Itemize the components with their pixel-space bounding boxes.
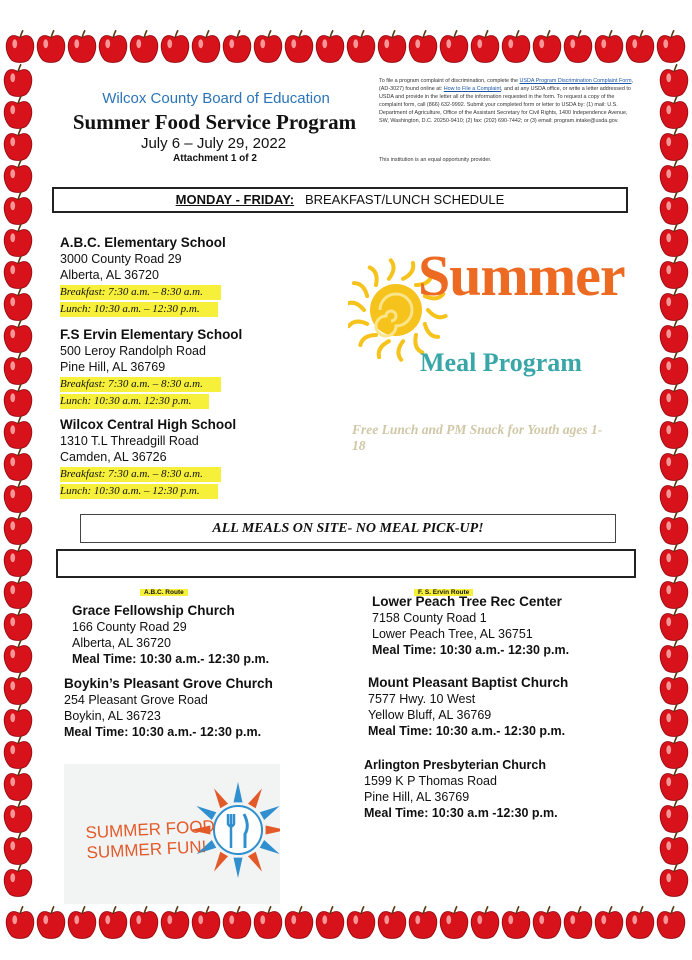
apple-icon [660, 608, 688, 640]
apple-icon [660, 416, 688, 448]
schedule-days: MONDAY - FRIDAY: [175, 192, 295, 207]
apple-icon [660, 672, 688, 704]
apple-icon [626, 906, 654, 938]
site-address-line1: 7158 County Road 1 [372, 611, 487, 625]
breakfast-time: Breakfast: 7:30 a.m. – 8:30 a.m. [60, 377, 221, 392]
site-address-line2: Lower Peach Tree, AL 36751 [372, 627, 533, 641]
apple-icon [378, 906, 406, 938]
site-meal-time: Meal Time: 10:30 a.m.- 12:30 p.m. [372, 643, 570, 657]
site-address-line2: Boykin, AL 36723 [64, 709, 161, 723]
apple-icon [660, 480, 688, 512]
apple-icon [4, 608, 32, 640]
apple-icon [4, 736, 32, 768]
schedule-label: BREAKFAST/LUNCH SCHEDULE [304, 192, 505, 207]
school-name: A.B.C. Elementary School [60, 235, 226, 250]
logo-meal-program-word: Meal Program [420, 348, 582, 377]
summer-food-line1: SUMMER FOOD [85, 816, 216, 843]
apple-icon [4, 288, 32, 320]
apple-icon [660, 288, 688, 320]
notice-text-after: , and at any USDA office, or write a letter addressed to USDA and provide in the letter all of the information requested in the form. To request a copy of the complaint form, call (866) 632-9992. Submit your completed form or letter to USDA by: (1) mail: U.S. Department of Agriculture, Office of the Assistant Secretary for Civil Rights, 1400 Independence Avenue, SW, Washington, D.C. 20250-9410; (2) fax: (202) 690-7442; or (3) email: program.intake@usda.gov. [379, 85, 631, 124]
apple-icon [502, 906, 530, 938]
apple-icon [660, 256, 688, 288]
apple-icon [4, 832, 32, 864]
school-name: Wilcox Central High School [60, 417, 237, 432]
apple-icon [440, 906, 468, 938]
meal-site [368, 675, 568, 739]
discrimination-notice [379, 78, 637, 125]
apple-icon [4, 160, 32, 192]
site-address-line1: 1599 K P Thomas Road [364, 774, 497, 788]
apple-icon [161, 906, 189, 938]
site-name: Mount Pleasant Baptist Church [368, 675, 569, 690]
apple-icon [4, 384, 32, 416]
school-block [60, 235, 340, 317]
apple-icon [409, 906, 437, 938]
equal-opportunity-note: This institution is an equal opportunity provider. [379, 157, 492, 163]
apple-icon [660, 224, 688, 256]
apple-icon [660, 192, 688, 224]
apple-icon [595, 906, 623, 938]
apple-icon [223, 30, 251, 62]
apple-icon [660, 800, 688, 832]
meal-site [364, 757, 558, 821]
apple-icon [347, 906, 375, 938]
apple-icon [4, 192, 32, 224]
lunch-time: Lunch: 10:30 a.m. – 12:30 p.m. [60, 484, 218, 499]
apple-icon [316, 906, 344, 938]
site-meal-time: Meal Time: 10:30 a.m.- 12:30 p.m. [72, 652, 270, 666]
apple-icon [254, 30, 282, 62]
apple-icon [6, 906, 34, 938]
summer-food-text [85, 817, 216, 864]
apple-icon [37, 30, 65, 62]
apple-icon [660, 704, 688, 736]
apple-icon [99, 30, 127, 62]
meal-site [372, 594, 569, 658]
notice-text-before: To file a program complaint of discrimination, complete the [379, 78, 520, 84]
apple-icon [660, 352, 688, 384]
apple-icon [223, 906, 251, 938]
apple-icon [4, 128, 32, 160]
apple-icon [4, 800, 32, 832]
apple-icon [660, 384, 688, 416]
site-address-line2: Alberta, AL 36720 [72, 636, 171, 650]
apple-icon [4, 512, 32, 544]
apple-icon [660, 128, 688, 160]
apple-icon [660, 64, 688, 96]
apple-icon [4, 352, 32, 384]
apple-icon [660, 576, 688, 608]
breakfast-time: Breakfast: 7:30 a.m. – 8:30 a.m. [60, 467, 221, 482]
apple-icon [285, 30, 313, 62]
all-meals-banner: ALL MEALS ON SITE- NO MEAL PICK-UP! [80, 514, 616, 543]
apple-icon [502, 30, 530, 62]
apple-icon [4, 640, 32, 672]
site-name: Arlington Presbyterian Church [364, 758, 546, 772]
logo-summer-word: Summer [418, 243, 625, 308]
apple-icon [657, 30, 685, 62]
apple-icon [130, 30, 158, 62]
school-address-line2: Camden, AL 36726 [60, 450, 167, 464]
site-address-line2: Yellow Bluff, AL 36769 [368, 708, 492, 722]
meal-site [72, 603, 269, 667]
summer-food-line2: SUMMER FUN! [86, 837, 207, 863]
apple-icon [660, 864, 688, 896]
apple-icon [660, 448, 688, 480]
apple-icon [660, 320, 688, 352]
site-address-line2: Pine Hill, AL 36769 [364, 790, 470, 804]
apple-icon [6, 30, 34, 62]
school-address-line1: 3000 County Road 29 [60, 252, 182, 266]
apple-icon [68, 30, 96, 62]
apple-icon [99, 906, 127, 938]
apple-icon [440, 30, 468, 62]
apple-icon [161, 30, 189, 62]
program-title: Summer Food Service Program [72, 110, 357, 134]
apple-icon [660, 512, 688, 544]
apple-icon [660, 160, 688, 192]
apple-icon [660, 640, 688, 672]
site-meal-time: Meal Time: 10:30 a.m.- 12:30 p.m. [64, 725, 262, 739]
notice-link-how-to-file[interactable]: How to File a Complaint [443, 85, 501, 92]
org-name: Wilcox County Board of Education [102, 90, 330, 107]
schedule-header [52, 187, 628, 213]
site-address-line1: 254 Pleasant Grove Road [64, 693, 208, 707]
school-block [60, 327, 340, 409]
apple-icon [4, 768, 32, 800]
apple-icon [4, 480, 32, 512]
abc-route-label [140, 581, 188, 599]
apple-icon [4, 64, 32, 96]
apple-icon [4, 416, 32, 448]
meal-site [64, 676, 273, 740]
apple-icon [254, 906, 282, 938]
apple-icon [316, 30, 344, 62]
apple-icon [626, 30, 654, 62]
site-meal-time: Meal Time: 10:30 a.m.- 12:30 p.m. [368, 724, 566, 738]
lunch-time: Lunch: 10:30 a.m. 12:30 p.m. [60, 394, 209, 409]
school-name: F.S Ervin Elementary School [60, 327, 243, 342]
apple-icon [409, 30, 437, 62]
breakfast-time: Breakfast: 7:30 a.m. – 8:30 a.m. [60, 285, 221, 300]
apple-icon [564, 30, 592, 62]
apple-icon [4, 576, 32, 608]
apple-icon [660, 96, 688, 128]
apple-icon [37, 906, 65, 938]
empty-banner-box [56, 549, 636, 578]
apple-icon [660, 768, 688, 800]
site-name: Grace Fellowship Church [72, 603, 235, 618]
apple-icon [378, 30, 406, 62]
apple-icon [471, 30, 499, 62]
site-meal-time: Meal Time: 10:30 a.m -12:30 p.m. [364, 806, 558, 820]
program-dates: July 6 – July 29, 2022 [140, 135, 287, 152]
apple-icon [68, 906, 96, 938]
site-name: Boykin’s Pleasant Grove Church [64, 676, 273, 691]
apple-icon [660, 544, 688, 576]
school-address-line1: 1310 T.L Threadgill Road [60, 434, 199, 448]
site-address-line1: 7577 Hwy. 10 West [368, 692, 476, 706]
apple-icon [130, 906, 158, 938]
apple-icon [564, 906, 592, 938]
attachment-label: Attachment 1 of 2 [173, 153, 257, 164]
notice-link-complaint-form[interactable]: USDA Program Discrimination Complaint Form [519, 78, 632, 84]
apple-icon [285, 906, 313, 938]
route-badge: A.B.C. Route [140, 589, 188, 596]
route-badge: F. S. Ervin Route [414, 589, 473, 596]
apple-icon [4, 544, 32, 576]
apple-icon [4, 704, 32, 736]
apple-icon [4, 96, 32, 128]
school-address-line1: 500 Leroy Randolph Road [60, 344, 206, 358]
school-address-line2: Alberta, AL 36720 [60, 268, 159, 282]
apple-icon [192, 30, 220, 62]
apple-icon [660, 832, 688, 864]
school-block [60, 417, 340, 499]
apple-icon [4, 224, 32, 256]
logo-tagline: Free Lunch and PM Snack for Youth ages 1-18 [352, 422, 603, 453]
apple-icon [533, 906, 561, 938]
apple-icon [192, 906, 220, 938]
apple-icon [4, 672, 32, 704]
apple-icon [660, 736, 688, 768]
site-name: Lower Peach Tree Rec Center [372, 594, 562, 609]
school-address-line2: Pine Hill, AL 36769 [60, 360, 166, 374]
apple-icon [471, 906, 499, 938]
apple-icon [4, 256, 32, 288]
site-address-line1: 166 County Road 29 [72, 620, 187, 634]
apple-icon [347, 30, 375, 62]
apple-icon [4, 448, 32, 480]
lunch-time: Lunch: 10:30 a.m. – 12:30 p.m. [60, 302, 218, 317]
notice-text-mid: , (AD-3027) found online at: [379, 78, 634, 92]
apple-icon [4, 320, 32, 352]
apple-icon [657, 906, 685, 938]
apple-icon [533, 30, 561, 62]
apple-icon [595, 30, 623, 62]
apple-icon [4, 864, 32, 896]
